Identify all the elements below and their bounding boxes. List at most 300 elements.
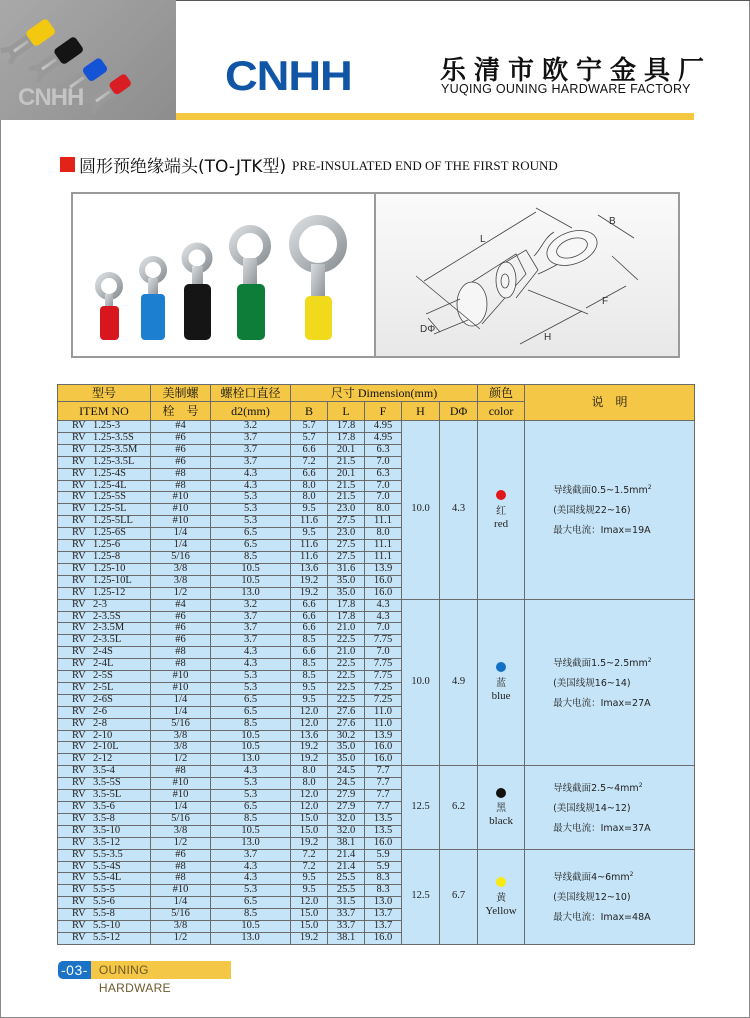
ring-terminal-diagram (374, 192, 680, 358)
item-no: 1.25-5LL (93, 515, 133, 527)
item-prefix: RV (72, 432, 86, 443)
item-prefix: RV (72, 468, 86, 479)
item-no: 1.25-12 (93, 587, 126, 598)
dim-label-D: DΦ (420, 324, 436, 335)
cell-b: 5.7 (291, 432, 328, 444)
cell-d2: 10.5 (211, 563, 291, 575)
cell-d2: 5.3 (211, 682, 291, 694)
cell-h: 12.5 (402, 849, 440, 944)
cell-color (478, 599, 525, 766)
cell-d2: 5.3 (211, 504, 291, 516)
cell-d2: 5.3 (211, 671, 291, 683)
item-prefix: RV (72, 587, 86, 598)
item-no: 3.5-8 (93, 813, 115, 824)
cell-bolt: 1/4 (151, 897, 211, 909)
page-footer (58, 961, 231, 995)
cell-bolt: 3/8 (151, 730, 211, 742)
cell-bolt: 3/8 (151, 825, 211, 837)
cell-item (58, 718, 151, 730)
item-prefix: RV (72, 789, 86, 801)
dim-label-L: L (480, 234, 486, 245)
cell-f: 13.5 (365, 825, 402, 837)
cell-bolt: 3/8 (151, 575, 211, 587)
item-prefix: RV (72, 765, 86, 777)
cell-b: 11.6 (291, 516, 328, 528)
cell-item (58, 551, 151, 563)
item-prefix: RV (72, 753, 86, 765)
cell-l: 17.8 (328, 599, 365, 611)
color-swatch-icon (496, 877, 506, 887)
cell-f: 11.0 (365, 706, 402, 718)
cell-f: 13.9 (365, 730, 402, 742)
cell-bolt: #10 (151, 504, 211, 516)
cell-f: 4.95 (365, 432, 402, 444)
cell-l: 24.5 (328, 778, 365, 790)
cell-bolt: #6 (151, 611, 211, 623)
cell-b: 12.0 (291, 790, 328, 802)
cell-l: 17.8 (328, 432, 365, 444)
cell-bolt: #10 (151, 778, 211, 790)
cell-d2: 10.5 (211, 921, 291, 933)
header-H: H (402, 402, 440, 421)
cell-l: 35.0 (328, 742, 365, 754)
cell-b: 6.6 (291, 468, 328, 480)
cell-item (58, 694, 151, 706)
cell-l: 31.6 (328, 563, 365, 575)
cell-l: 35.0 (328, 575, 365, 587)
cell-bolt: #8 (151, 647, 211, 659)
cell-notes: 导线截面$2.5\sim 4mm^2$ (美国线规14~12) 最大电流：Imax=37A (525, 766, 695, 849)
cell-f: 13.7 (365, 921, 402, 933)
cell-f: 7.75 (365, 671, 402, 683)
cell-f: 4.95 (365, 421, 402, 433)
cell-l: 23.0 (328, 504, 365, 516)
cell-bolt: 1/4 (151, 694, 211, 706)
item-prefix: RV (72, 420, 86, 431)
table-row (58, 766, 695, 778)
cell-item (58, 849, 151, 861)
cell-color (478, 849, 525, 944)
cell-b: 19.2 (291, 837, 328, 849)
cell-f: 8.3 (365, 885, 402, 897)
cell-item (58, 861, 151, 873)
cell-b: 12.0 (291, 802, 328, 814)
cell-b: 12.0 (291, 706, 328, 718)
cell-bolt: #6 (151, 444, 211, 456)
item-no: 5.5-5 (93, 884, 115, 896)
cell-bolt: #4 (151, 599, 211, 611)
cell-l: 22.5 (328, 659, 365, 671)
item-no: 5.5-12 (93, 932, 121, 943)
item-prefix: RV (72, 611, 86, 622)
cell-bolt: #10 (151, 671, 211, 683)
cell-bolt: #6 (151, 456, 211, 468)
item-prefix: RV (72, 706, 86, 717)
cell-l: 21.5 (328, 456, 365, 468)
cell-d2: 6.5 (211, 540, 291, 552)
item-no: 2-4L (93, 658, 114, 670)
cell-d2: 6.5 (211, 694, 291, 706)
header-B: B (291, 402, 328, 421)
item-no: 3.5-12 (93, 837, 121, 848)
cell-f: 8.0 (365, 528, 402, 540)
cell-bolt: 1/4 (151, 802, 211, 814)
item-prefix: RV (72, 932, 86, 943)
cell-bolt: #8 (151, 480, 211, 492)
item-prefix: RV (72, 622, 86, 634)
spec-table (57, 384, 695, 945)
color-swatch-icon (496, 662, 506, 672)
header-bolt-cn: 美制螺 (151, 385, 211, 402)
cell-item (58, 706, 151, 718)
cell-item (58, 528, 151, 540)
cell-bolt: #6 (151, 623, 211, 635)
cell-b: 8.5 (291, 635, 328, 647)
cell-f: 5.9 (365, 849, 402, 861)
cell-item (58, 540, 151, 552)
item-prefix: RV (72, 801, 86, 812)
cell-bolt: 5/16 (151, 551, 211, 563)
cell-bolt: #6 (151, 432, 211, 444)
cell-item (58, 766, 151, 778)
cell-h: 12.5 (402, 766, 440, 849)
cell-f: 11.0 (365, 718, 402, 730)
item-prefix: RV (72, 456, 86, 467)
cell-b: 15.0 (291, 909, 328, 921)
cell-item (58, 587, 151, 599)
cell-l: 17.8 (328, 421, 365, 433)
cell-item (58, 421, 151, 433)
item-no: 1.25-3.5M (93, 444, 138, 455)
cell-item (58, 671, 151, 683)
cell-d2: 5.3 (211, 516, 291, 528)
item-no: 1.25-6 (93, 539, 121, 551)
cell-d2: 3.7 (211, 635, 291, 647)
item-prefix: RV (72, 861, 86, 872)
item-prefix: RV (72, 515, 86, 527)
cell-f: 7.0 (365, 647, 402, 659)
cell-bolt: #8 (151, 766, 211, 778)
cell-l: 27.5 (328, 551, 365, 563)
cell-d2: 10.5 (211, 730, 291, 742)
cell-f: 11.1 (365, 516, 402, 528)
note-wire-section: 导线截面2.5~4mm (553, 783, 639, 795)
cell-d2: 10.5 (211, 742, 291, 754)
cell-d: 6.7 (440, 849, 478, 944)
section-title (60, 152, 558, 177)
cell-f: 7.75 (365, 635, 402, 647)
cell-color (478, 421, 525, 600)
cell-d: 6.2 (440, 766, 478, 849)
cell-item (58, 825, 151, 837)
item-no: 5.5-4L (93, 872, 122, 884)
cell-item (58, 468, 151, 480)
item-no: 1.25-6S (93, 527, 126, 539)
item-prefix: RV (72, 741, 86, 753)
cell-d2: 3.7 (211, 849, 291, 861)
item-no: 2-4S (93, 646, 113, 658)
cell-d2: 5.3 (211, 885, 291, 897)
cell-b: 6.6 (291, 599, 328, 611)
cell-f: 16.0 (365, 837, 402, 849)
cell-bolt: #8 (151, 468, 211, 480)
item-no: 2-10L (93, 741, 119, 753)
item-prefix: RV (72, 813, 86, 824)
cell-f: 7.0 (365, 480, 402, 492)
item-prefix: RV (72, 480, 86, 491)
cell-h: 10.0 (402, 599, 440, 766)
cell-item (58, 456, 151, 468)
cell-bolt: 3/8 (151, 742, 211, 754)
cell-bolt: 1/4 (151, 528, 211, 540)
cell-item (58, 492, 151, 504)
cell-l: 22.5 (328, 694, 365, 706)
factory-name-en: YUQING OUNING HARDWARE FACTORY (441, 82, 691, 96)
cell-l: 21.0 (328, 623, 365, 635)
note-wire-section: 导线截面4~6mm (553, 872, 630, 884)
cell-bolt: #10 (151, 790, 211, 802)
section-title-en: PRE-INSULATED END OF THE FIRST ROUND (292, 158, 558, 173)
cell-l: 27.9 (328, 802, 365, 814)
item-no: 1.25-5L (93, 503, 127, 515)
header-bolt-cn-2: 栓 号 (151, 402, 211, 421)
cell-item (58, 778, 151, 790)
cell-l: 24.5 (328, 766, 365, 778)
cell-d2: 6.5 (211, 897, 291, 909)
item-prefix: RV (72, 503, 86, 515)
cell-b: 13.6 (291, 730, 328, 742)
cell-d2: 4.3 (211, 659, 291, 671)
item-no: 5.5-8 (93, 908, 115, 920)
header-dimension: 尺寸 Dimension(mm) (291, 385, 478, 402)
cell-item (58, 790, 151, 802)
cell-bolt: 1/2 (151, 754, 211, 766)
cell-b: 9.5 (291, 873, 328, 885)
cell-item (58, 682, 151, 694)
cell-item (58, 730, 151, 742)
cell-l: 32.0 (328, 825, 365, 837)
cell-item (58, 909, 151, 921)
cell-d: 4.9 (440, 599, 478, 766)
item-prefix: RV (72, 658, 86, 670)
cell-item (58, 932, 151, 944)
top-rule (176, 0, 750, 1)
note-max-current: 最大电流：Imax=37A (553, 823, 651, 835)
cell-b: 8.0 (291, 492, 328, 504)
cell-d2: 8.5 (211, 909, 291, 921)
cell-d2: 6.5 (211, 528, 291, 540)
item-prefix: RV (72, 575, 86, 586)
table-row (58, 849, 695, 861)
cell-item (58, 575, 151, 587)
cell-b: 8.5 (291, 671, 328, 683)
cell-d2: 10.5 (211, 575, 291, 587)
note-awg: (美国线规14~12) (553, 803, 631, 815)
item-prefix: RV (72, 539, 86, 551)
item-prefix: RV (72, 444, 86, 455)
cell-f: 4.3 (365, 599, 402, 611)
cell-item (58, 635, 151, 647)
cell-b: 11.6 (291, 551, 328, 563)
cell-b: 11.6 (291, 540, 328, 552)
cell-l: 38.1 (328, 932, 365, 944)
cell-b: 15.0 (291, 813, 328, 825)
page-number: -03- (58, 961, 91, 979)
cell-f: 11.1 (365, 551, 402, 563)
item-prefix: RV (72, 527, 86, 539)
cell-bolt: #10 (151, 492, 211, 504)
item-no: 1.25-3.5L (93, 456, 135, 467)
cell-l: 20.1 (328, 468, 365, 480)
cell-f: 16.0 (365, 754, 402, 766)
item-prefix: RV (72, 670, 86, 682)
cell-item (58, 563, 151, 575)
cell-d2: 3.7 (211, 432, 291, 444)
section-bullet-icon (60, 157, 75, 172)
header-item-cn: 型号 (58, 385, 151, 402)
color-swatch-icon (496, 490, 506, 500)
cell-f: 7.0 (365, 492, 402, 504)
cell-l: 35.0 (328, 754, 365, 766)
cell-b: 12.0 (291, 718, 328, 730)
cell-bolt: #8 (151, 659, 211, 671)
cell-d2: 13.0 (211, 754, 291, 766)
item-no: 2-6S (93, 694, 113, 705)
cell-d2: 10.5 (211, 825, 291, 837)
cell-item (58, 885, 151, 897)
item-no: 1.25-4L (93, 480, 127, 491)
cell-b: 9.5 (291, 504, 328, 516)
header-D: DΦ (440, 402, 478, 421)
color-name-en: blue (491, 690, 511, 703)
cell-d2: 6.5 (211, 802, 291, 814)
cell-item (58, 647, 151, 659)
item-no: 2-3.5M (93, 622, 125, 634)
cell-b: 7.2 (291, 849, 328, 861)
cell-b: 8.5 (291, 659, 328, 671)
cell-d2: 5.3 (211, 492, 291, 504)
header-d2-cn: 螺栓口直径 (211, 385, 291, 402)
cell-bolt: 5/16 (151, 909, 211, 921)
color-name-cn: 黄 (496, 892, 507, 904)
cell-l: 22.5 (328, 635, 365, 647)
cell-d2: 13.0 (211, 587, 291, 599)
cell-l: 21.5 (328, 492, 365, 504)
cell-item (58, 659, 151, 671)
cell-d2: 6.5 (211, 706, 291, 718)
cell-f: 16.0 (365, 575, 402, 587)
cell-notes: 导线截面$1.5\sim 2.5mm^2$ (美国线规16~14) 最大电流：Imax=27A (525, 599, 695, 766)
cell-f: 13.5 (365, 813, 402, 825)
item-prefix: RV (72, 634, 86, 646)
item-prefix: RV (72, 908, 86, 920)
cell-d2: 4.3 (211, 647, 291, 659)
cell-b: 19.2 (291, 754, 328, 766)
item-no: 3.5-10 (93, 825, 121, 836)
item-no: 3.5-4 (93, 765, 115, 777)
item-no: 2-3.5S (93, 611, 121, 622)
header-d2-en: d2(mm) (211, 402, 291, 421)
footer-label: OUNING HARDWARE (91, 961, 231, 979)
cell-b: 19.2 (291, 742, 328, 754)
header-accent-bar (176, 113, 694, 120)
cell-notes: 导线截面$4\sim 6mm^2$ (美国线规12~10) 最大电流：Imax=48A (525, 849, 695, 944)
cell-f: 8.0 (365, 504, 402, 516)
cell-f: 6.3 (365, 468, 402, 480)
cell-l: 22.5 (328, 671, 365, 683)
cell-item (58, 611, 151, 623)
item-no: 2-8 (93, 718, 107, 729)
cell-l: 20.1 (328, 444, 365, 456)
cell-b: 5.7 (291, 421, 328, 433)
cell-b: 6.6 (291, 611, 328, 623)
cell-bolt: 1/4 (151, 540, 211, 552)
cell-d2: 3.7 (211, 611, 291, 623)
cell-d2: 3.2 (211, 421, 291, 433)
cell-item (58, 599, 151, 611)
cell-d2: 4.3 (211, 861, 291, 873)
cell-f: 16.0 (365, 587, 402, 599)
cell-l: 27.6 (328, 706, 365, 718)
cell-notes: 导线截面$0.5\sim 1.5mm^2$ (美国线规22~16) 最大电流：Imax=19A (525, 421, 695, 600)
item-no: 2-6 (93, 706, 107, 717)
item-no: 1.25-8 (93, 551, 121, 562)
item-prefix: RV (72, 682, 86, 693)
cell-d2: 8.5 (211, 718, 291, 730)
cell-l: 33.7 (328, 909, 365, 921)
cell-b: 6.6 (291, 623, 328, 635)
item-no: 5.5-10 (93, 920, 121, 932)
cell-d: 4.3 (440, 421, 478, 600)
cell-f: 16.0 (365, 932, 402, 944)
cell-item (58, 623, 151, 635)
cell-f: 6.3 (365, 444, 402, 456)
cell-item (58, 802, 151, 814)
item-prefix: RV (72, 694, 86, 705)
cell-f: 13.0 (365, 897, 402, 909)
cell-f: 7.75 (365, 659, 402, 671)
cell-l: 21.0 (328, 647, 365, 659)
item-no: 3.5-5S (93, 777, 121, 789)
cell-l: 25.5 (328, 885, 365, 897)
item-prefix: RV (72, 896, 86, 908)
cell-l: 22.5 (328, 682, 365, 694)
cell-bolt: #4 (151, 421, 211, 433)
color-swatch-icon (496, 788, 506, 798)
cell-b: 15.0 (291, 825, 328, 837)
cell-b: 7.2 (291, 456, 328, 468)
cell-d2: 4.3 (211, 468, 291, 480)
cell-bolt: 3/8 (151, 921, 211, 933)
header-L: L (328, 402, 365, 421)
note-wire-section: 导线截面0.5~1.5mm (553, 485, 648, 497)
cell-item (58, 480, 151, 492)
cell-b: 8.0 (291, 778, 328, 790)
ring-terminals-photo (71, 192, 376, 358)
cell-bolt: 1/2 (151, 837, 211, 849)
cell-l: 23.0 (328, 528, 365, 540)
cell-d2: 4.3 (211, 766, 291, 778)
cell-b: 19.2 (291, 575, 328, 587)
cell-d2: 3.7 (211, 623, 291, 635)
item-prefix: RV (72, 599, 86, 610)
cell-l: 21.5 (328, 480, 365, 492)
dim-label-H: H (544, 332, 552, 343)
item-prefix: RV (72, 837, 86, 848)
cell-l: 21.4 (328, 849, 365, 861)
cell-l: 30.2 (328, 730, 365, 742)
cell-bolt: #10 (151, 885, 211, 897)
